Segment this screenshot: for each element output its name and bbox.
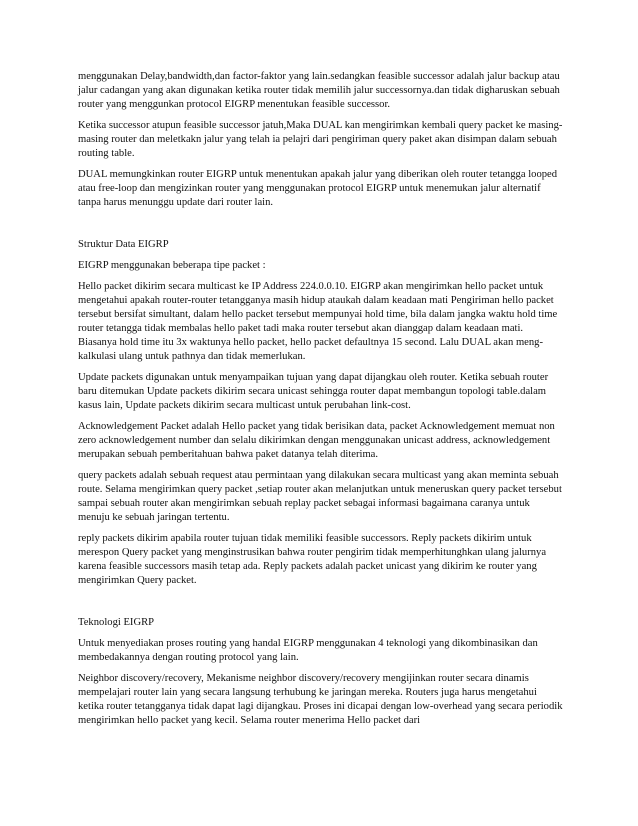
section-spacer <box>78 595 564 616</box>
neighbor-discovery-paragraph: Neighbor discovery/recovery, Mekanisme neighbor discovery/recovery mengijinkan router secara dinamis mempelajari router lain yang secara langsung terhubung ke jaringan mereka. Routers juga harus mengetahui ketika router tetangganya tidak dapat lagi dijangkau. Proses ini dicapai dengan low-overhead yang secara periodik mengirimkan hello packet yang kecil. Selama router menerima Hello packet dari <box>78 673 563 726</box>
teknologi-intro-paragraph: Untuk menyediakan proses routing yang handal EIGRP menggunakan 4 teknologi yang dikombinasikan dan membedakannya dengan routing protocol yang lain. <box>78 638 538 663</box>
intro-paragraph-1: menggunakan Delay,bandwidth,dan factor-faktor yang lain.sedangkan feasible successor adalah jalur backup atau jalur cadangan yang akan digunakan ketika router tidak memilih jalur successornya.dan tidak digharuskan sebuah router yang menggunkan protocol EIGRP menentukan feasible successor. <box>78 71 560 110</box>
hello-packet-paragraph: Hello packet dikirim secara multicast ke IP Address 224.0.0.10. EIGRP akan mengirimkan hello packet untuk mengetahui apakah router-router tetangganya masih hidup ataukah dalam keadaan mati Pengiriman hello packet tersebut bersifat simultant, dalam hello packet tersebut mempunyai hold time, bila dalam jangka waktu hold time router tetangga tidak membalas hello paket tadi maka router tersebut akan dianggap dalam keadaan mati. Biasanya hold time itu 3x waktunya hello packet, hello packet defaultnya 15 second. Lalu DUAL akan meng-kalkulasi ulang untuk pathnya dan tidak memerlukan. <box>78 281 558 362</box>
intro-paragraph-2: Ketika successor atupun feasible successor jatuh,Maka DUAL kan mengirimkan kembali query packet ke masing-masing router dan meletkakn jalur yang telah ia pelajri dari pengiriman query paket akan disimpan dalam sebuah routing table. <box>78 120 563 159</box>
ack-packet-paragraph: Acknowledgement Packet adalah Hello packet yang tidak berisikan data, packet Acknowledgement memuat non zero acknowledgement number dan selalu dikirimkan dengan menggunakan unicast address, acknowledgement merupakan sebuah pemberitahuan bahwa paket datanya telah diterima. <box>78 421 555 460</box>
reply-packet-paragraph: reply packets dikirim apabila router tujuan tidak memiliki feasible successors. Reply packets dikirim untuk merespon Query packet yang menginstrusikan bahwa router pengirim tidak memperhitunghkan ulang jalurnya karena feasible successors masih tetap ada. Reply packets adalah packet unicast yang dikirim ke router yang mengirimkan Query packet. <box>78 533 547 586</box>
update-packet-paragraph: Update packets digunakan untuk menyampaikan tujuan yang dapat dijangkau oleh router. Ketika sebuah router baru ditemukan Update packets dikirim secara unicast sehingga router dapat membangun topologi table.dalam kasus lain, Update packets dikirim secara multicast untuk perubahan link-cost. <box>78 372 549 411</box>
section-heading-struktur-data: Struktur Data EIGRP <box>78 239 169 250</box>
section-heading-teknologi: Teknologi EIGRP <box>78 617 155 628</box>
document-body <box>78 70 564 735</box>
intro-paragraph-3: DUAL memungkinkan router EIGRP untuk menentukan apakah jalur yang diberikan oleh router tetangga looped atau free-loop dan mengizinkan router yang menggunakan protocol EIGRP untuk menemukan jalur alternatif tanpa harus menunggu update dari router lain. <box>78 169 558 208</box>
packet-types-intro: EIGRP menggunakan beberapa tipe packet : <box>78 260 266 271</box>
section-spacer <box>78 217 564 238</box>
query-packet-paragraph: query packets adalah sebuah request atau permintaan yang dilakukan secara multicast yang akan meminta sebuah route. Selama mengirimkan query packet ,setiap router akan melanjutkan untuk meneruskan query packet tersebut sampai sebuah router akan mengirimkan sebuah replay packet sebagai informasi bagaimana caranya untuk menuju ke sebuah jaringan tertentu. <box>78 470 562 523</box>
